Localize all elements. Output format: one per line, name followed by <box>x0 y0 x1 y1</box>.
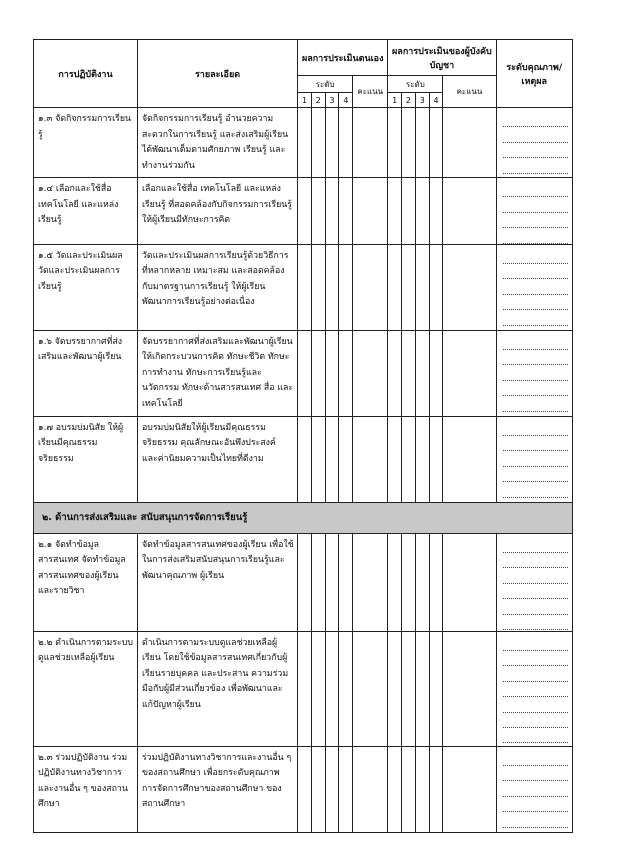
practice-cell: ๑.๗ อบรมบ่มนิสัย ให้ผู้เรียนมีคุณธรรม จริยธรรม <box>34 416 138 502</box>
sup-level-1-cell[interactable] <box>388 178 402 245</box>
self-score-cell[interactable] <box>353 416 388 502</box>
self-score-cell[interactable] <box>353 244 388 330</box>
practice-cell: ๒.๒ ดำเนินการตามระบบดูแลช่วยเหลือผู้เรียน <box>34 631 138 746</box>
self-level-2-cell[interactable] <box>311 108 325 178</box>
detail-cell: ร่วมปฏิบัติงานทางวิชาการและงานอื่น ๆ ของสถานศึกษา เพื่อยกระดับคุณภาพการจัดการศึกษาของสถานศึกษา ของสถานศึกษา <box>137 746 297 832</box>
sup-level-3-cell[interactable] <box>415 108 429 178</box>
sup-level-1-cell[interactable] <box>388 533 402 631</box>
self-level-2-cell[interactable] <box>311 746 325 832</box>
self-level-2-cell[interactable] <box>311 178 325 245</box>
self-level-3-cell[interactable] <box>325 631 339 746</box>
sup-score-cell[interactable] <box>443 746 496 832</box>
section-2-title: ๒. ด้านการส่งเสริมและ สนับสนุนการจัดการเรียนรู้ <box>34 502 573 533</box>
sup-level-2-cell[interactable] <box>402 631 416 746</box>
sup-level-4-cell[interactable] <box>429 244 443 330</box>
sup-level-4-cell[interactable] <box>429 330 443 416</box>
sup-level-2-cell[interactable] <box>402 533 416 631</box>
sup-level-3-cell[interactable] <box>415 533 429 631</box>
quality-reason-cell[interactable] <box>496 533 573 631</box>
level-1: 1 <box>298 93 312 108</box>
self-level-1-cell[interactable] <box>298 631 312 746</box>
self-level-2-cell[interactable] <box>311 416 325 502</box>
sup-score-cell[interactable] <box>443 330 496 416</box>
sup-level-2-cell[interactable] <box>402 244 416 330</box>
sup-level-1-cell[interactable] <box>388 244 402 330</box>
self-level-2-cell[interactable] <box>311 533 325 631</box>
header-score-self: คะแนน <box>353 76 388 108</box>
sup-level-1-cell[interactable] <box>388 330 402 416</box>
self-level-1-cell[interactable] <box>298 746 312 832</box>
self-level-3-cell[interactable] <box>325 533 339 631</box>
self-level-4-cell[interactable] <box>339 533 353 631</box>
table-row <box>34 178 573 245</box>
sup-level-4-cell[interactable] <box>429 416 443 502</box>
sup-level-1-cell[interactable] <box>388 746 402 832</box>
self-level-4-cell[interactable] <box>339 108 353 178</box>
sup-level-3-cell[interactable] <box>415 244 429 330</box>
header-practice: การปฏิบัติงาน <box>34 40 138 108</box>
quality-reason-cell[interactable] <box>496 746 573 832</box>
sup-score-cell[interactable] <box>443 108 496 178</box>
sup-level-1-cell[interactable] <box>388 631 402 746</box>
detail-cell: วัดและประเมินผลการเรียนรู้ด้วยวิธีการที่หลากหลาย เหมาะสม และสอดคล้องกับมาตรฐานการเรียนรู้ ให้ผู้เรียนพัฒนาการเรียนรู้อย่างต่อเนื่อง <box>137 244 297 330</box>
practice-cell: ๑.๖ จัดบรรยากาศที่ส่งเสริมและพัฒนาผู้เรียน <box>34 330 138 416</box>
practice-cell: ๒.๑ จัดทำข้อมูลสารสนเทศ จัดทำข้อมูลสารสนเทศของผู้เรียนและรายวิชา <box>34 533 138 631</box>
level-1: 1 <box>388 93 402 108</box>
sup-score-cell[interactable] <box>443 533 496 631</box>
quality-reason-cell[interactable] <box>496 108 573 178</box>
table-row <box>34 533 573 631</box>
sup-level-1-cell[interactable] <box>388 416 402 502</box>
practice-cell: ๑.๓ จัดกิจกรรมการเรียนรู้ <box>34 108 138 178</box>
self-score-cell[interactable] <box>353 631 388 746</box>
sup-level-3-cell[interactable] <box>415 178 429 245</box>
quality-reason-cell[interactable] <box>496 244 573 330</box>
self-score-cell[interactable] <box>353 178 388 245</box>
detail-cell: จัดบรรยากาศที่ส่งเสริมและพัฒนาผู้เรียน ให้เกิดกระบวนการคิด ทักษะชีวิต ทักษะการทำงาน ทักษะการเรียนรู้และนวัตกรรม ทักษะด้านสารสนเทศ สื่อ และเทคโนโลยี <box>137 330 297 416</box>
self-level-4-cell[interactable] <box>339 244 353 330</box>
header-self-eval: ผลการประเมินตนเอง <box>298 40 388 76</box>
sup-level-2-cell[interactable] <box>402 416 416 502</box>
self-level-3-cell[interactable] <box>325 330 339 416</box>
sup-level-4-cell[interactable] <box>429 533 443 631</box>
sup-level-3-cell[interactable] <box>415 631 429 746</box>
table-row <box>34 416 573 502</box>
sup-level-1-cell[interactable] <box>388 108 402 178</box>
sup-level-2-cell[interactable] <box>402 330 416 416</box>
level-2: 2 <box>311 93 325 108</box>
self-level-3-cell[interactable] <box>325 108 339 178</box>
self-level-3-cell[interactable] <box>325 746 339 832</box>
header-details: รายละเอียด <box>137 40 297 108</box>
self-level-1-cell[interactable] <box>298 244 312 330</box>
section-heading-row <box>34 502 573 533</box>
sup-level-2-cell[interactable] <box>402 178 416 245</box>
self-score-cell[interactable] <box>353 746 388 832</box>
self-score-cell[interactable] <box>353 108 388 178</box>
header-score-supervisor: คะแนน <box>443 76 496 108</box>
table-row <box>34 330 573 416</box>
quality-reason-cell[interactable] <box>496 330 573 416</box>
self-level-1-cell[interactable] <box>298 533 312 631</box>
sup-level-3-cell[interactable] <box>415 416 429 502</box>
practice-cell: ๒.๓ ร่วมปฏิบัติงาน ร่วมปฏิบัติงานทางวิชาการและงานอื่น ๆ ของสถานศึกษา <box>34 746 138 832</box>
practice-cell: ๑.๕ วัดและประเมินผล วัดและประเมินผลการเรียนรู้ <box>34 244 138 330</box>
detail-cell: อบรมบ่มนิสัยให้ผู้เรียนมีคุณธรรม จริยธรรม คุณลักษณะอันพึงประสงค์ และค่านิยมความเป็นไทยที่ดีงาม <box>137 416 297 502</box>
level-3: 3 <box>415 93 429 108</box>
level-4: 4 <box>339 93 353 108</box>
header-level-supervisor: ระดับ <box>388 76 443 93</box>
level-4: 4 <box>429 93 443 108</box>
self-level-3-cell[interactable] <box>325 178 339 245</box>
self-level-3-cell[interactable] <box>325 244 339 330</box>
table-row <box>34 244 573 330</box>
table-row <box>34 108 573 178</box>
sup-score-cell[interactable] <box>443 416 496 502</box>
self-level-3-cell[interactable] <box>325 416 339 502</box>
self-score-cell[interactable] <box>353 330 388 416</box>
level-2: 2 <box>402 93 416 108</box>
sup-score-cell[interactable] <box>443 178 496 245</box>
header-supervisor-eval: ผลการประเมินของผู้บังคับบัญชา <box>388 40 496 76</box>
sup-level-2-cell[interactable] <box>402 108 416 178</box>
self-level-2-cell[interactable] <box>311 244 325 330</box>
quality-reason-cell[interactable] <box>496 416 573 502</box>
sup-level-3-cell[interactable] <box>415 746 429 832</box>
evaluation-table <box>33 39 573 833</box>
self-level-4-cell[interactable] <box>339 631 353 746</box>
header-level-self: ระดับ <box>298 76 353 93</box>
self-level-4-cell[interactable] <box>339 746 353 832</box>
table-row <box>34 631 573 746</box>
practice-cell: ๑.๔ เลือกและใช้สื่อ เทคโนโลยี และแหล่งเรียนรู้ <box>34 178 138 245</box>
detail-cell: เลือกและใช้สื่อ เทคโนโลยี และแหล่งเรียนรู้ ที่สอดคล้องกับกิจกรรมการเรียนรู้ให้ผู้เรียนมีทักษะการคิด <box>137 178 297 245</box>
sup-level-4-cell[interactable] <box>429 746 443 832</box>
self-level-4-cell[interactable] <box>339 330 353 416</box>
self-level-1-cell[interactable] <box>298 178 312 245</box>
header-quality-level: ระดับคุณภาพ/ เหตุผล <box>496 40 573 108</box>
sup-score-cell[interactable] <box>443 631 496 746</box>
self-level-1-cell[interactable] <box>298 416 312 502</box>
self-level-1-cell[interactable] <box>298 108 312 178</box>
sup-score-cell[interactable] <box>443 244 496 330</box>
self-level-4-cell[interactable] <box>339 178 353 245</box>
sup-level-3-cell[interactable] <box>415 330 429 416</box>
quality-reason-cell[interactable] <box>496 631 573 746</box>
sup-level-2-cell[interactable] <box>402 746 416 832</box>
sup-level-4-cell[interactable] <box>429 178 443 245</box>
self-level-2-cell[interactable] <box>311 330 325 416</box>
quality-reason-cell[interactable] <box>496 178 573 245</box>
level-3: 3 <box>325 93 339 108</box>
table-row <box>34 746 573 832</box>
detail-cell: จัดทำข้อมูลสารสนเทศของผู้เรียน เพื่อใช้ ในการส่งเสริมสนับสนุนการเรียนรู้และพัฒนาคุณภาพ ผู้เรียน <box>137 533 297 631</box>
self-score-cell[interactable] <box>353 533 388 631</box>
detail-cell: ดำเนินการตามระบบดูแลช่วยเหลือผู้เรียน โดยใช้ข้อมูลสารสนเทศเกี่ยวกับผู้เรียนรายบุคคล และประสาน ความร่วมมือกับผู้มีส่วนเกี่ยวข้อง เพื่อพัฒนาและ แก้ปัญหาผู้เรียน <box>137 631 297 746</box>
self-level-2-cell[interactable] <box>311 631 325 746</box>
self-level-1-cell[interactable] <box>298 330 312 416</box>
sup-level-4-cell[interactable] <box>429 631 443 746</box>
detail-cell: จัดกิจกรรมการเรียนรู้ อำนวยความสะดวกในการเรียนรู้ และส่งเสริมผู้เรียน ได้พัฒนาเต็มตามศักยภาพ เรียนรู้ และทำงานร่วมกัน <box>137 108 297 178</box>
self-level-4-cell[interactable] <box>339 416 353 502</box>
sup-level-4-cell[interactable] <box>429 108 443 178</box>
